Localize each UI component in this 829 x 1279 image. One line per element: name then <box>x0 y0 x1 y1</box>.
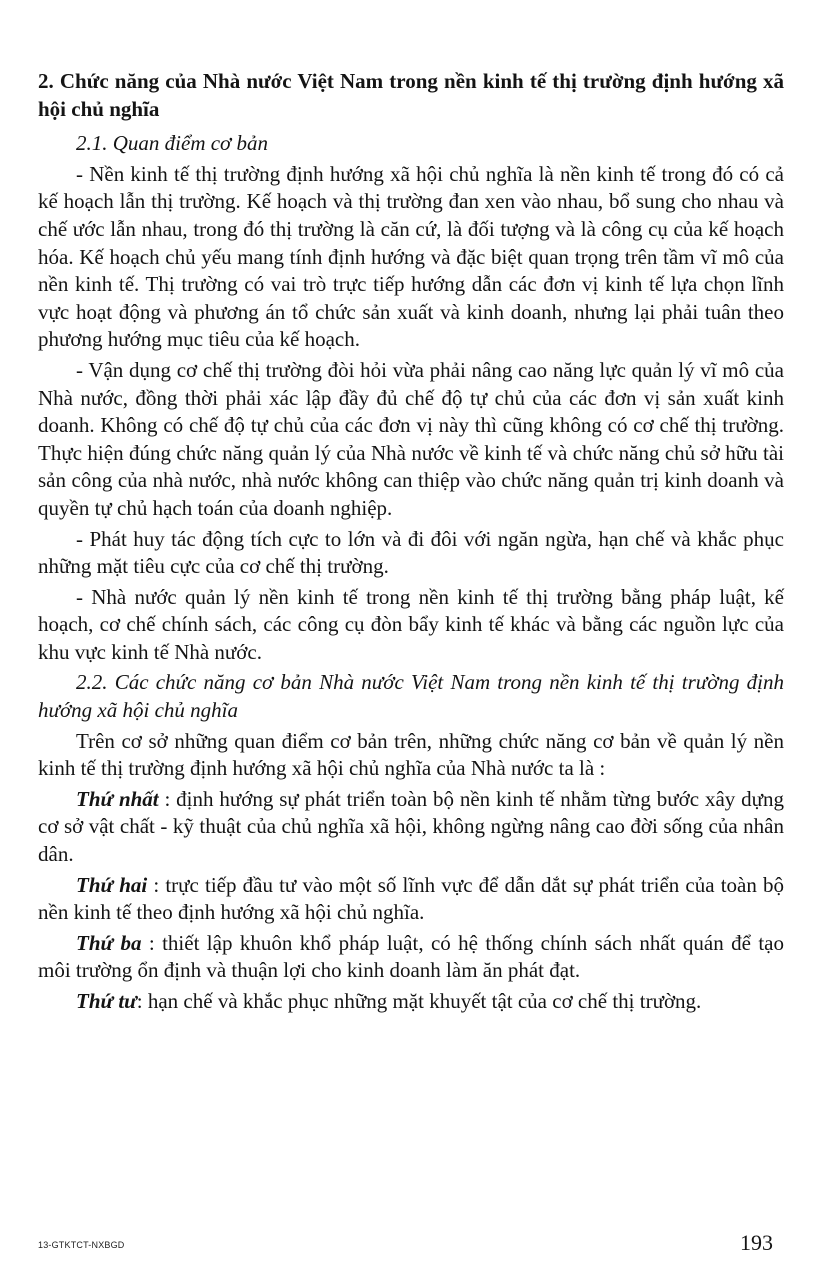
sub1-paragraph-3: - Phát huy tác động tích cực to lớn và đi đôi với ngăn ngừa, hạn chế và khắc phục những mặt tiêu cực của cơ chế thị trường. <box>38 526 784 579</box>
function-1-text: : định hướng sự phát triển toàn bộ nền kinh tế nhằm từng bước xây dựng cơ sở vật chất - kỹ thuật của chủ nghĩa xã hội, không ngừng nâng cao đời sống của nhân dân. <box>38 786 784 867</box>
function-3 <box>38 930 784 985</box>
function-4-text: : hạn chế và khắc phục những mặt khuyết tật của cơ chế thị trường. <box>136 989 702 1013</box>
page-content <box>38 68 784 1019</box>
subsection-1-title: 2.1. Quan điểm cơ bản <box>76 131 269 156</box>
sub1-paragraph-4: - Nhà nước quản lý nền kinh tế trong nền kinh tế thị trường bằng pháp luật, kế hoạch, cơ chế chính sách, các công cụ đòn bẩy kinh tế khác và bằng các nguồn lực của khu vực kinh tế Nhà nước. <box>38 584 784 664</box>
function-2-label: Thứ hai <box>76 872 148 897</box>
function-2-text: : trực tiếp đầu tư vào một số lĩnh vực để dẫn dắt sự phát triển của toàn bộ nền kinh tế theo định hướng xã hội chủ nghĩa. <box>38 872 784 925</box>
sub2-intro: Trên cơ sở những quan điểm cơ bản trên, những chức năng cơ bản về quản lý nền kinh tế thị trường định hướng xã hội chủ nghĩa của Nhà nước ta là : <box>38 728 784 781</box>
function-4-label: Thứ tư <box>76 989 137 1013</box>
function-4 <box>38 988 784 1016</box>
section-title: 2. Chức năng của Nhà nước Việt Nam trong nền kinh tế thị trường định hướng xã hội chủ nghĩa <box>38 69 784 121</box>
sub1-paragraph-1: - Nền kinh tế thị trường định hướng xã hội chủ nghĩa là nền kinh tế trong đó có cả kế hoạch lẫn thị trường. Kế hoạch và thị trường đan xen vào nhau, bổ sung cho nhau và chế ước lẫn nhau, trong đó thị trường là căn cứ, là đối tượng và là công cụ của kế hoạch hóa. Kế hoạch chủ yếu mang tính định hướng và đặc biệt quan trọng trên tầm vĩ mô của nền kinh tế. Thị trường có vai trò trực tiếp hướng dẫn các đơn vị kinh tế lựa chọn lĩnh vực hoạt động và phương án tổ chức sản xuất và kinh doanh, nhưng lại phải tuân theo phương hướng mục tiêu của kế hoạch. <box>38 161 784 352</box>
subsection-2-title: 2.2. Các chức năng cơ bản Nhà nước Việt Nam trong nền kinh tế thị trường định hướng xã hội chủ nghĩa <box>38 670 784 723</box>
function-3-label: Thứ ba <box>76 930 142 955</box>
function-2 <box>38 872 784 927</box>
page-number: 193 <box>740 1230 773 1255</box>
function-1 <box>38 786 784 869</box>
sub1-paragraph-2: - Vận dụng cơ chế thị trường đòi hỏi vừa phải nâng cao năng lực quản lý vĩ mô của Nhà nước, đồng thời phải xác lập đầy đủ chế độ tự chủ của các đơn vị sản xuất kinh doanh. Không có chế độ tự chủ của các đơn vị này thì cũng không có cơ chế thị trường. Thực hiện đúng chức năng quản lý của Nhà nước về kinh tế và chức năng chủ sở hữu tài sản công của nhà nước, nhà nước không can thiệp vào chức năng quản trị kinh doanh và quyền tự chủ hạch toán của doanh nghiệp. <box>38 357 784 520</box>
function-1-label: Thứ nhất <box>76 786 159 811</box>
function-3-text: : thiết lập khuôn khổ pháp luật, có hệ thống chính sách nhất quán để tạo môi trường ổn định và thuận lợi cho kinh doanh làm ăn phát đạt. <box>38 930 784 983</box>
footer-code: 13-GTKTCT-NXBGD <box>38 1240 125 1250</box>
